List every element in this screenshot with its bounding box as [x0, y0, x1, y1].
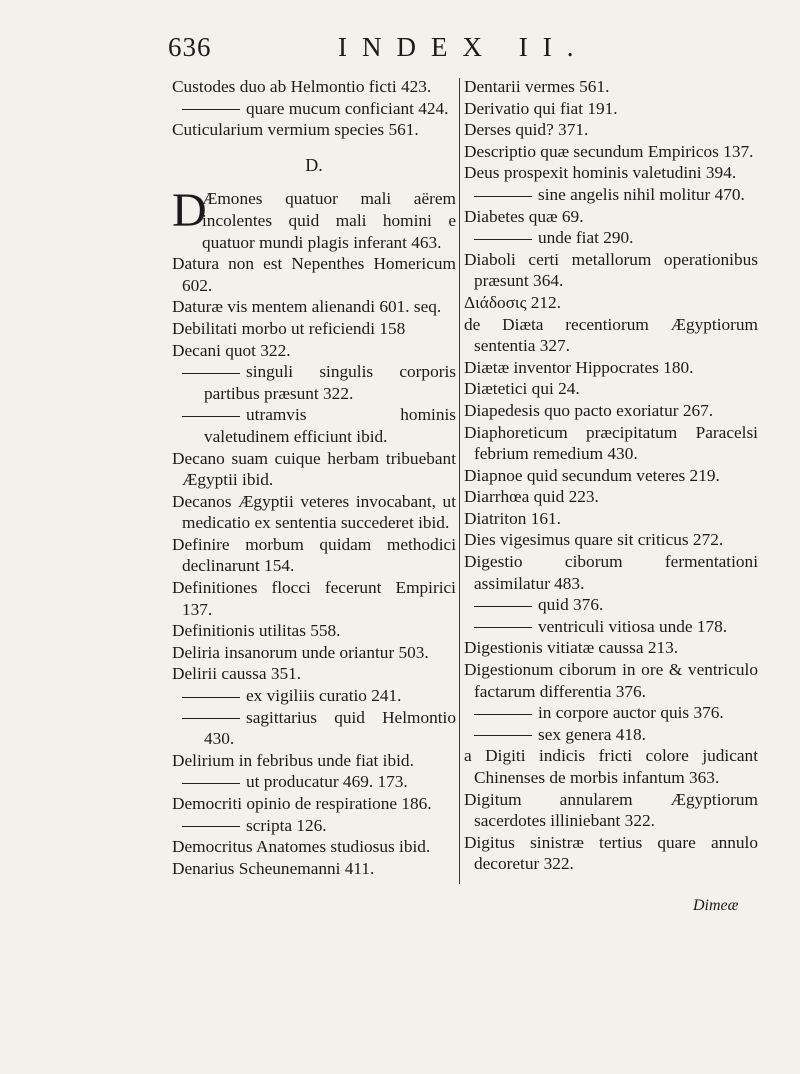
dash-rule — [474, 606, 532, 607]
section-heading: D. — [305, 154, 323, 175]
dash-rule — [182, 416, 240, 417]
index-entry: Cuticularium vermium species 561. — [172, 120, 419, 140]
dash-rule — [182, 718, 240, 719]
index-entry: Custodes duo ab Helmontio ficti 423. — [172, 77, 432, 96]
index-entry: Democritus Anatomes studiosus ibid. — [172, 837, 431, 857]
catchword: Dimeæ — [693, 897, 739, 914]
index-entry: Diætæ inventor Hippocrates 180. — [464, 357, 694, 377]
index-subentry: in corpore auctor quis 376. — [464, 702, 758, 724]
index-entry: Debilitati morbo ut reficiendi 158 — [172, 318, 406, 338]
index-subentry: unde fiat 290. — [464, 227, 758, 249]
dash-rule — [474, 714, 532, 715]
index-entry: Derses quid? 371. — [464, 120, 589, 140]
index-subentry: sagittarius quid Helmontio 430. — [172, 707, 456, 750]
index-entry: Democriti opinio de respiratione 186. — [172, 794, 432, 813]
column-divider — [459, 78, 460, 884]
index-entry: Diætetici qui 24. — [464, 379, 580, 399]
index-entry: Diaphoreticum præcipitatum Paracelsi febrium remedium 430. — [464, 422, 758, 464]
index-entry: Diapnoe quid secundum veteres 219. — [464, 465, 720, 485]
index-entry: Decano suam cuique herbam tribuebant Ægyptii ibid. — [172, 448, 456, 490]
dash-rule — [182, 826, 240, 827]
dash-rule — [474, 239, 532, 240]
index-entry: Dies vigesimus quare sit criticus 272. — [464, 530, 724, 550]
dash-rule — [474, 627, 532, 628]
right-column — [464, 76, 758, 875]
drop-capital: D — [172, 184, 207, 238]
index-entry: Daturæ vis mentem alienandi 601. seq. — [172, 297, 442, 317]
page-header — [168, 30, 768, 64]
index-entry: Descriptio quæ secundum Empiricos 137. — [464, 141, 754, 161]
running-title: INDEX II. — [338, 32, 589, 62]
index-entry: Diabetes quæ 69. — [464, 206, 584, 226]
index-subentry: quid 376. — [464, 594, 758, 616]
index-entry: Digitus sinistræ tertius quare annulo decoretur 322. — [464, 832, 758, 874]
index-entry: Deus prospexit hominis valetudini 394. — [464, 163, 737, 183]
index-entry: de Diæta recentiorum Ægyptiorum sententia 327. — [464, 314, 758, 356]
index-entry: Digestio ciborum fermentationi assimilatur 483. — [464, 552, 758, 593]
index-entry: Decanos Ægyptii veteres invocabant, ut medicatio ex sententia succederet ibid. — [172, 491, 456, 533]
dash-rule — [182, 373, 240, 374]
index-entry: Digitum annularem Ægyptiorum sacerdotes illiniebant 322. — [464, 789, 758, 831]
index-entry: Diarrhœa quid 223. — [464, 487, 599, 507]
dash-rule — [474, 196, 532, 197]
index-subentry: sex genera 418. — [464, 724, 758, 746]
index-entry: Decani quot 322. — [172, 340, 291, 360]
index-subentry: scripta 126. — [172, 815, 456, 837]
index-subentry: quare mucum conficiant 424. — [172, 98, 456, 120]
index-entry: Diaboli certi metallorum operationibus præsunt 364. — [464, 249, 758, 291]
index-entry: Digestionum ciborum in ore & ventriculo factarum differentia 376. — [464, 660, 758, 701]
index-subentry: singuli singulis corporis partibus præsunt 322. — [172, 361, 456, 404]
dash-rule — [182, 697, 240, 698]
index-entry: Diapedesis quo pacto exoriatur 267. — [464, 400, 714, 420]
index-entry: Διάδοσις 212. — [464, 292, 561, 312]
index-entry: Diatriton 161. — [464, 508, 561, 528]
dropcap-entry: D Æmones quatuor mali aërem incolentes quid mali homini e quatuor mundi plagis inferant 463. — [172, 184, 456, 252]
index-entry: Dentarii vermes 561. — [464, 77, 610, 96]
index-entry: Deliria insanorum unde oriantur 503. — [172, 642, 429, 662]
index-entry: Derivatio qui fiat 191. — [464, 98, 618, 118]
index-entry: Definitiones flocci fecerunt Empirici 137. — [172, 578, 456, 619]
index-entry: Definire morbum quidam methodici declinarunt 154. — [172, 534, 456, 576]
index-subentry: utramvis hominis valetudinem efficiunt ibid. — [172, 404, 456, 447]
index-entry: Datura non est Nepenthes Homericum 602. — [172, 254, 456, 295]
dash-rule — [474, 735, 532, 736]
index-subentry: ex vigiliis curatio 241. — [172, 685, 456, 707]
index-entry: Digestionis vitiatæ caussa 213. — [464, 638, 679, 658]
index-entry: Denarius Scheunemanni 411. — [172, 858, 375, 878]
index-entry: Delirium in febribus unde fiat ibid. — [172, 750, 414, 770]
left-column — [172, 76, 456, 879]
index-subentry: ventriculi vitiosa unde 178. — [464, 616, 758, 638]
index-subentry: ut producatur 469. 173. — [172, 771, 456, 793]
index-entry: Delirii caussa 351. — [172, 664, 302, 684]
page-number: 636 — [168, 32, 212, 62]
dash-rule — [182, 783, 240, 784]
index-entry: Definitionis utilitas 558. — [172, 621, 341, 641]
index-subentry: sine angelis nihil molitur 470. — [464, 184, 758, 206]
dash-rule — [182, 109, 240, 110]
index-entry: a Digiti indicis fricti colore judicant Chinenses de morbis infantum 363. — [464, 746, 758, 787]
